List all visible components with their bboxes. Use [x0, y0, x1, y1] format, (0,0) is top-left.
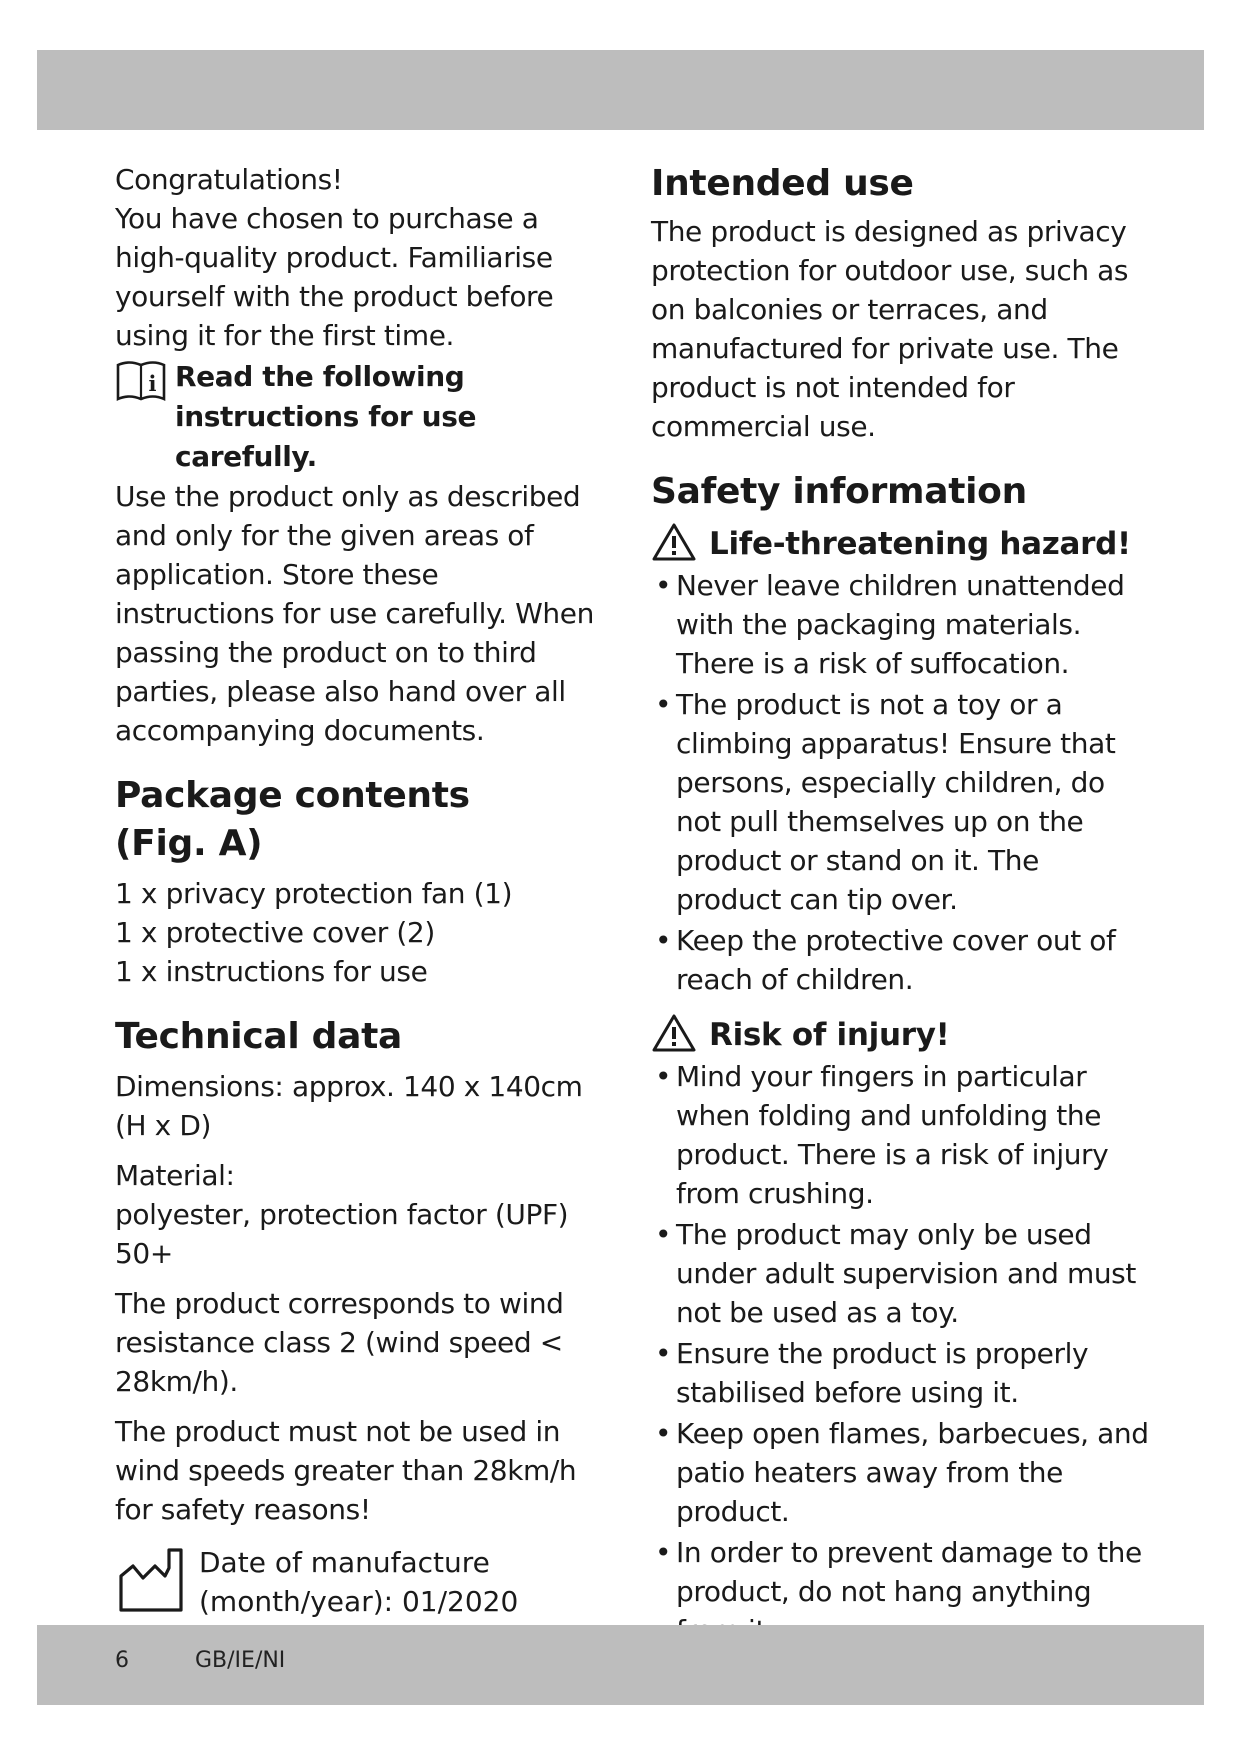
intro-congrats: Congratulations!	[115, 163, 343, 196]
injury-list	[651, 1057, 1151, 1650]
warning-triangle-icon	[651, 1013, 697, 1057]
list-item: • Keep the protective cover out of reach of children.	[655, 924, 1116, 996]
dimensions-text: Dimensions: approx. 140 x 140cm (H x D)	[115, 1070, 583, 1142]
safety-heading: Safety information	[651, 471, 1027, 512]
header-bar	[37, 50, 1204, 130]
usage-text: Use the product only as described and only for the given areas of application. Store these instructions for use carefully. When passing the product on to third parties, please also hand over all accompanying documents.	[115, 480, 594, 747]
manufacture-date-text: Date of manufacture (month/year): 01/2020	[199, 1546, 519, 1618]
intro-text: You have chosen to purchase a high-quality product. Familiarise yourself with the product before using it for the first time.	[115, 202, 554, 352]
warning-triangle-icon	[651, 522, 697, 566]
list-item: • In order to prevent damage to the product, do not hang anything	[655, 1536, 1142, 1608]
package-item: 1 x protective cover (2)	[115, 916, 435, 949]
left-column	[115, 160, 605, 1621]
read-instructions-notice	[115, 357, 605, 477]
injury-title: Risk of injury!	[709, 1017, 950, 1053]
language-codes: GB/IE/NI	[195, 1648, 286, 1673]
wind-warning-text: The product must not be used in wind speeds greater than 28km/h for safety reasons!	[115, 1415, 577, 1526]
hazard-warning	[651, 522, 1151, 566]
right-column	[651, 160, 1151, 1652]
tech-heading: Technical data	[115, 1016, 402, 1057]
list-item: • Mind your fingers in particular when folding and unfolding the product. There is a risk of injury from crushing.	[655, 1060, 1109, 1210]
list-item: • Ensure the product is properly stabilised before using it.	[655, 1337, 1089, 1409]
svg-text:i: i	[148, 371, 157, 396]
manufacture-date	[115, 1543, 605, 1621]
list-item: • The product is not a toy or a climbing apparatus! Ensure that persons, especially children, do not pull themselves up on the product or stand on it. The product can tip over.	[655, 688, 1116, 916]
hazard-title: Life-threatening hazard!	[709, 526, 1131, 562]
list-item: • Keep open flames, barbecues, and patio heaters away from the product.	[655, 1417, 1149, 1528]
package-item: 1 x privacy protection fan (1)	[115, 877, 513, 910]
list-item: • The product may only be used under adult supervision and must not be used as a toy.	[655, 1218, 1136, 1329]
intended-use-heading: Intended use	[651, 163, 914, 204]
wind-class-text: The product corresponds to wind resistance class 2 (wind speed < 28km/h).	[115, 1287, 564, 1398]
material-value: polyester, protection factor (UPF) 50+	[115, 1198, 569, 1270]
material-label: Material:	[115, 1159, 235, 1192]
page-number: 6	[115, 1648, 129, 1673]
package-heading: Package contents (Fig. A)	[115, 775, 470, 864]
hazard-list	[651, 566, 1151, 999]
package-item: 1 x instructions for use	[115, 955, 428, 988]
list-item: • Never leave children unattended with the packaging materials. There is a risk of suffocation.	[655, 569, 1125, 680]
package-list	[115, 874, 605, 991]
intended-use-text: The product is designed as privacy protection for outdoor use, such as on balconies or terraces, and manufactured for private use. The product is not intended for commercial use.	[651, 215, 1129, 443]
info-book-icon	[115, 357, 167, 407]
injury-warning	[651, 1013, 1151, 1057]
read-instructions-text: Read the following instructions for use carefully.	[175, 360, 477, 473]
factory-icon	[115, 1546, 187, 1618]
